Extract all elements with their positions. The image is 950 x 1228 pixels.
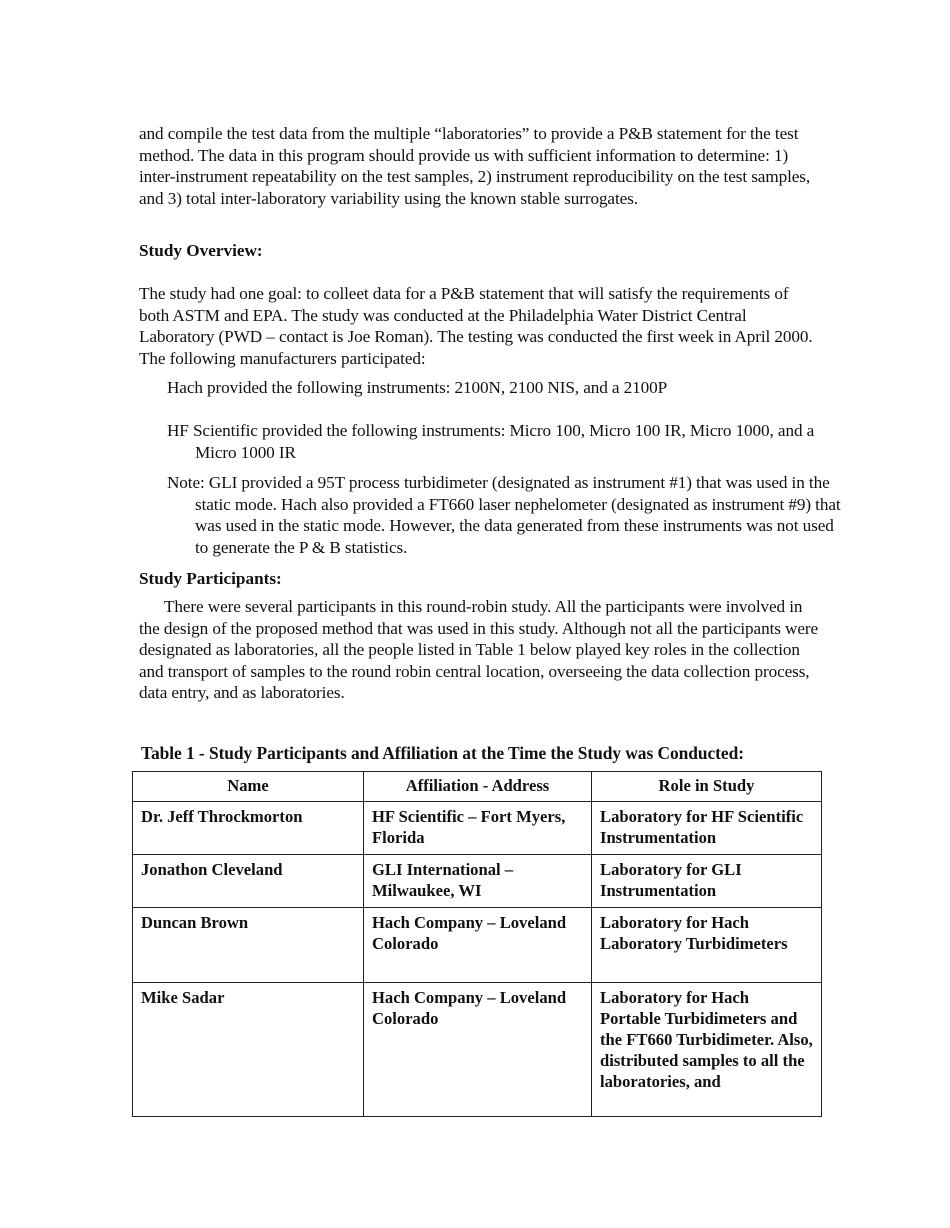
overview-item-hach: Hach provided the following instruments: 2100N, 2100 NIS, and a 2100P [167, 378, 668, 397]
cell-name: Mike Sadar [133, 983, 364, 1117]
table-header-row [133, 772, 822, 802]
overview-item-note: Note: GLI provided a 95T process turbidimeter (designated as instrument #1) that was used in the static mode. Hach also provided a FT660 laser nephelometer (designated as instrument #9) that was used in the static mode. However, the data generated from these instruments was not used to generate the P & B statistics. [167, 473, 841, 557]
cell-affiliation: Hach Company – Loveland Colorado [364, 908, 592, 983]
study-overview-paragraph: The study had one goal: to colleet data for a P&B statement that will satisfy the requirements of both ASTM and EPA. The study was conducted at the Philadelphia Water District Central Laboratory (PWD – contact is Joe Roman). The testing was conducted the first week in April 2000. The following manufacturers participated: [139, 284, 813, 368]
cell-affiliation: GLI International – Milwaukee, WI [364, 855, 592, 908]
cell-role: Laboratory for GLI Instrumentation [592, 855, 822, 908]
table-row [133, 908, 822, 983]
table-row [133, 855, 822, 908]
cell-role: Laboratory for HF Scientific Instrumentation [592, 802, 822, 855]
intro-paragraph: and compile the test data from the multiple “laboratories” to provide a P&B statement for the test method. The data in this program should provide us with sufficient information to determine: 1) inter-instrument repeatability on the test samples, 2) instrument reproducibility on the test samples, and 3) total inter-laboratory variability using the known stable surrogates. [139, 124, 811, 208]
participants-table [132, 771, 822, 1117]
study-overview-heading: Study Overview: [139, 241, 263, 260]
cell-name: Duncan Brown [133, 908, 364, 983]
table-row [133, 802, 822, 855]
table-caption: Table 1 - Study Participants and Affiliation at the Time the Study was Conducted: [141, 743, 744, 763]
cell-affiliation: Hach Company – Loveland Colorado [364, 983, 592, 1117]
study-participants-paragraph: There were several participants in this round-robin study. All the participants were involved in the design of the proposed method that was used in this study. Although not all the participants were designated as laboratories, all the people listed in Table 1 below played key roles in the collection and transport of samples to the round robin central location, overseeing the data collection process, data entry, and as laboratories. [139, 597, 819, 702]
cell-affiliation: HF Scientific – Fort Myers, Florida [364, 802, 592, 855]
column-header-name: Name [133, 772, 364, 802]
column-header-affiliation: Affiliation - Address [364, 772, 592, 802]
overview-item-hf-scientific: HF Scientific provided the following instruments: Micro 100, Micro 100 IR, Micro 1000, and a Micro 1000 IR [167, 421, 815, 462]
study-participants-heading: Study Participants: [139, 569, 282, 588]
cell-name: Dr. Jeff Throckmorton [133, 802, 364, 855]
column-header-role: Role in Study [592, 772, 822, 802]
table-row [133, 983, 822, 1117]
cell-role: Laboratory for Hach Laboratory Turbidimeters [592, 908, 822, 983]
cell-role: Laboratory for Hach Portable Turbidimeters and the FT660 Turbidimeter. Also, distributed samples to all the laboratories, and [592, 983, 822, 1117]
cell-name: Jonathon Cleveland [133, 855, 364, 908]
